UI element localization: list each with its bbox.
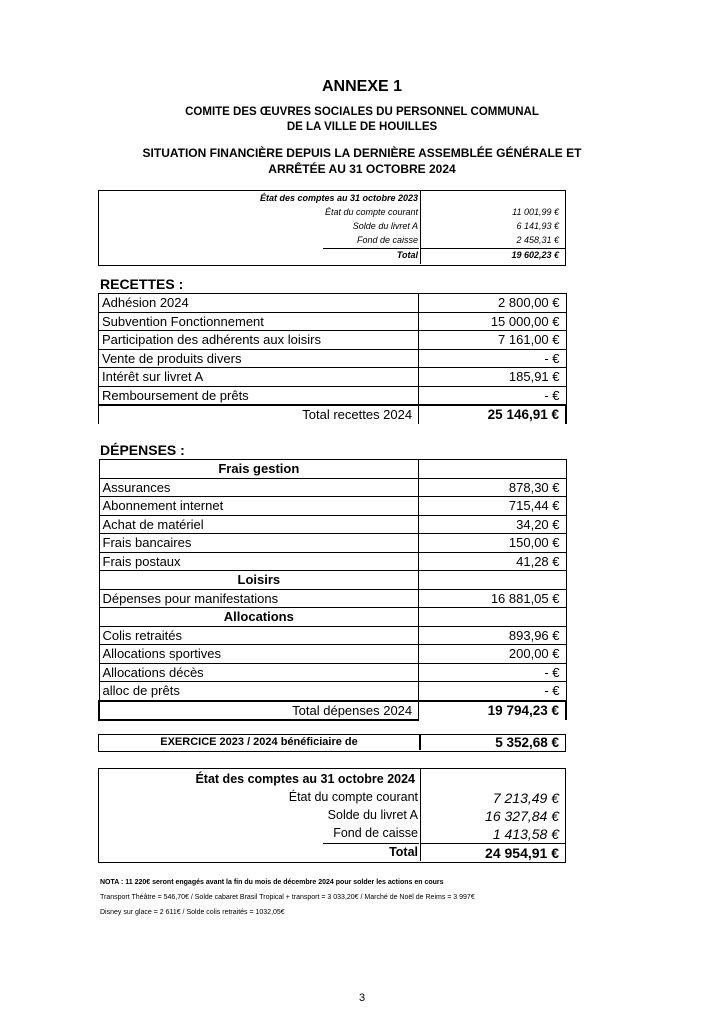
- row-label: Frais postaux: [99, 552, 419, 571]
- row-value: 200,00 €: [419, 645, 566, 664]
- page-number: 3: [358, 992, 366, 1004]
- accounts-status-row: [99, 826, 565, 844]
- row-label: Allocations sportives: [99, 645, 419, 664]
- subsection-heading: Allocations: [99, 608, 419, 627]
- situation-title-line2: ARRÊTÉE AU 31 OCTOBRE 2024: [268, 162, 456, 176]
- row-label: Assurances: [99, 478, 419, 497]
- table-row: [99, 608, 566, 627]
- fiscal-result-label: EXERCICE 2023 / 2024 bénéficiaire de: [160, 736, 358, 748]
- row-value: 2 800,00 €: [419, 294, 566, 313]
- table-row: [99, 460, 566, 479]
- receipts-heading: RECETTES :: [100, 276, 184, 292]
- table-row: [99, 331, 567, 350]
- accounts-status-row: [99, 790, 565, 808]
- row-label: Vente de produits divers: [99, 349, 419, 368]
- row-label: Solde du livret A: [327, 808, 418, 822]
- row-label: Achat de matériel: [99, 515, 419, 534]
- row-value: 1 413,58 €: [492, 826, 559, 842]
- row-label: Participation des adhérents aux loisirs: [99, 331, 419, 350]
- row-label: Remboursement de prêts: [99, 386, 419, 405]
- row-label: Fond de caisse: [356, 235, 418, 245]
- total-value: 24 954,91 €: [485, 845, 559, 861]
- row-value: 878,30 €: [419, 478, 566, 497]
- accounts-status-row: [99, 235, 565, 249]
- row-label: Colis retraités: [99, 626, 419, 645]
- row-label: Allocations décès: [99, 663, 419, 682]
- note-text: : 11 220€ seront engagés avant la fin du mois de décembre 2024 pour solder les actions en cours: [119, 879, 444, 886]
- table-row: [99, 663, 566, 682]
- table-row: [99, 478, 566, 497]
- subsection-heading: Loisirs: [99, 571, 419, 590]
- accounts-status-2023-heading-row: [99, 193, 565, 207]
- row-label: Dépenses pour manifestations: [99, 589, 419, 608]
- row-label: Solde du livret A: [352, 221, 418, 231]
- table-row: [99, 294, 567, 313]
- row-value: 16 327,84 €: [485, 808, 559, 824]
- accounts-status-row: [99, 207, 565, 221]
- table-row: [99, 589, 566, 608]
- table-row: [99, 515, 566, 534]
- row-label: État du compte courant: [288, 790, 418, 804]
- accounts-status-row: [99, 221, 565, 235]
- table-row: [99, 552, 566, 571]
- total-value: 19 794,23 €: [419, 701, 566, 721]
- total-value: 19 602,23 €: [511, 250, 559, 260]
- fiscal-result-value: 5 352,68 €: [495, 735, 559, 750]
- situation-title-line1: SITUATION FINANCIÈRE DEPUIS LA DERNIÈRE ASSEMBLÉE GÉNÉRALE ET: [142, 146, 582, 160]
- row-value: 7 161,00 €: [419, 331, 566, 350]
- row-value: 715,44 €: [419, 497, 566, 516]
- row-label: Abonnement internet: [99, 497, 419, 516]
- row-label: alloc de prêts: [99, 682, 419, 701]
- table-row: [99, 386, 567, 405]
- table-row: [99, 497, 566, 516]
- row-value: 150,00 €: [419, 534, 566, 553]
- total-label: Total: [396, 250, 418, 260]
- expenses-table: [98, 459, 567, 721]
- row-value: 34,20 €: [419, 515, 566, 534]
- row-label: Subvention Fonctionnement: [99, 312, 419, 331]
- row-value: 16 881,05 €: [419, 589, 566, 608]
- accounts-status-2023-heading: État des comptes au 31 octobre 2023: [259, 193, 418, 203]
- table-row: [99, 682, 566, 701]
- expenses-total-row: [99, 701, 566, 721]
- table-row: [99, 571, 566, 590]
- table-row: [99, 349, 567, 368]
- row-value: 893,96 €: [419, 626, 566, 645]
- row-value: 41,28 €: [419, 552, 566, 571]
- row-value: 185,91 €: [419, 368, 566, 387]
- row-value: 11 001,99 €: [512, 207, 559, 217]
- accounts-status-2024-heading-row: [99, 772, 565, 790]
- receipts-total-row: [99, 405, 567, 424]
- table-row: [99, 312, 567, 331]
- accounts-status-2024-heading: État des comptes au 31 octobre 2024: [195, 772, 415, 786]
- total-label: Total dépenses 2024: [99, 701, 419, 721]
- row-label: Fond de caisse: [333, 826, 418, 840]
- accounts-status-2024-box: [98, 768, 566, 863]
- total-value: 25 146,91 €: [419, 405, 566, 424]
- accounts-status-total-row: [99, 250, 565, 264]
- organization-name-line1: COMITE DES ŒUVRES SOCIALES DU PERSONNEL COMMUNAL: [185, 106, 539, 118]
- row-label: Frais bancaires: [99, 534, 419, 553]
- organization-name-line2: DE LA VILLE DE HOUILLES: [286, 121, 438, 133]
- receipts-table: [98, 293, 567, 424]
- row-label: Intérêt sur livret A: [99, 368, 419, 387]
- total-label: Total recettes 2024: [99, 405, 419, 424]
- note-line-1: [100, 879, 444, 886]
- note-line-2: Transport Théâtre = 546,70€ / Solde cabaret Brasil Tropical + transport = 3 033,20€ / Marché de Noël de Reims = 3 997€: [100, 894, 475, 901]
- subsection-heading: Frais gestion: [99, 460, 419, 479]
- accounts-status-2023-box: [98, 190, 566, 266]
- table-row: [99, 368, 567, 387]
- row-value: 7 213,49 €: [492, 790, 559, 806]
- page-title: ANNEXE 1: [321, 78, 403, 95]
- note-prefix: NOTA: [100, 879, 120, 886]
- table-row: [99, 645, 566, 664]
- total-label: Total: [389, 845, 418, 859]
- row-value: - €: [419, 386, 566, 405]
- expenses-heading: DÉPENSES :: [100, 442, 185, 458]
- row-label: Adhésion 2024: [99, 294, 419, 313]
- note-line-3: Disney sur glace = 2 611€ / Solde colis retraités = 1032,05€: [100, 909, 285, 916]
- accounts-status-total-row: [99, 845, 565, 863]
- row-value: 2 458,31 €: [516, 235, 559, 245]
- fiscal-result-box: [98, 734, 566, 752]
- row-value: 6 141,93 €: [516, 221, 559, 231]
- table-row: [99, 534, 566, 553]
- table-row: [99, 626, 566, 645]
- row-value: - €: [419, 663, 566, 682]
- row-value: - €: [419, 682, 566, 701]
- row-value: - €: [419, 349, 566, 368]
- row-label: État du compte courant: [324, 207, 418, 217]
- row-value: 15 000,00 €: [419, 312, 566, 331]
- accounts-status-row: [99, 808, 565, 826]
